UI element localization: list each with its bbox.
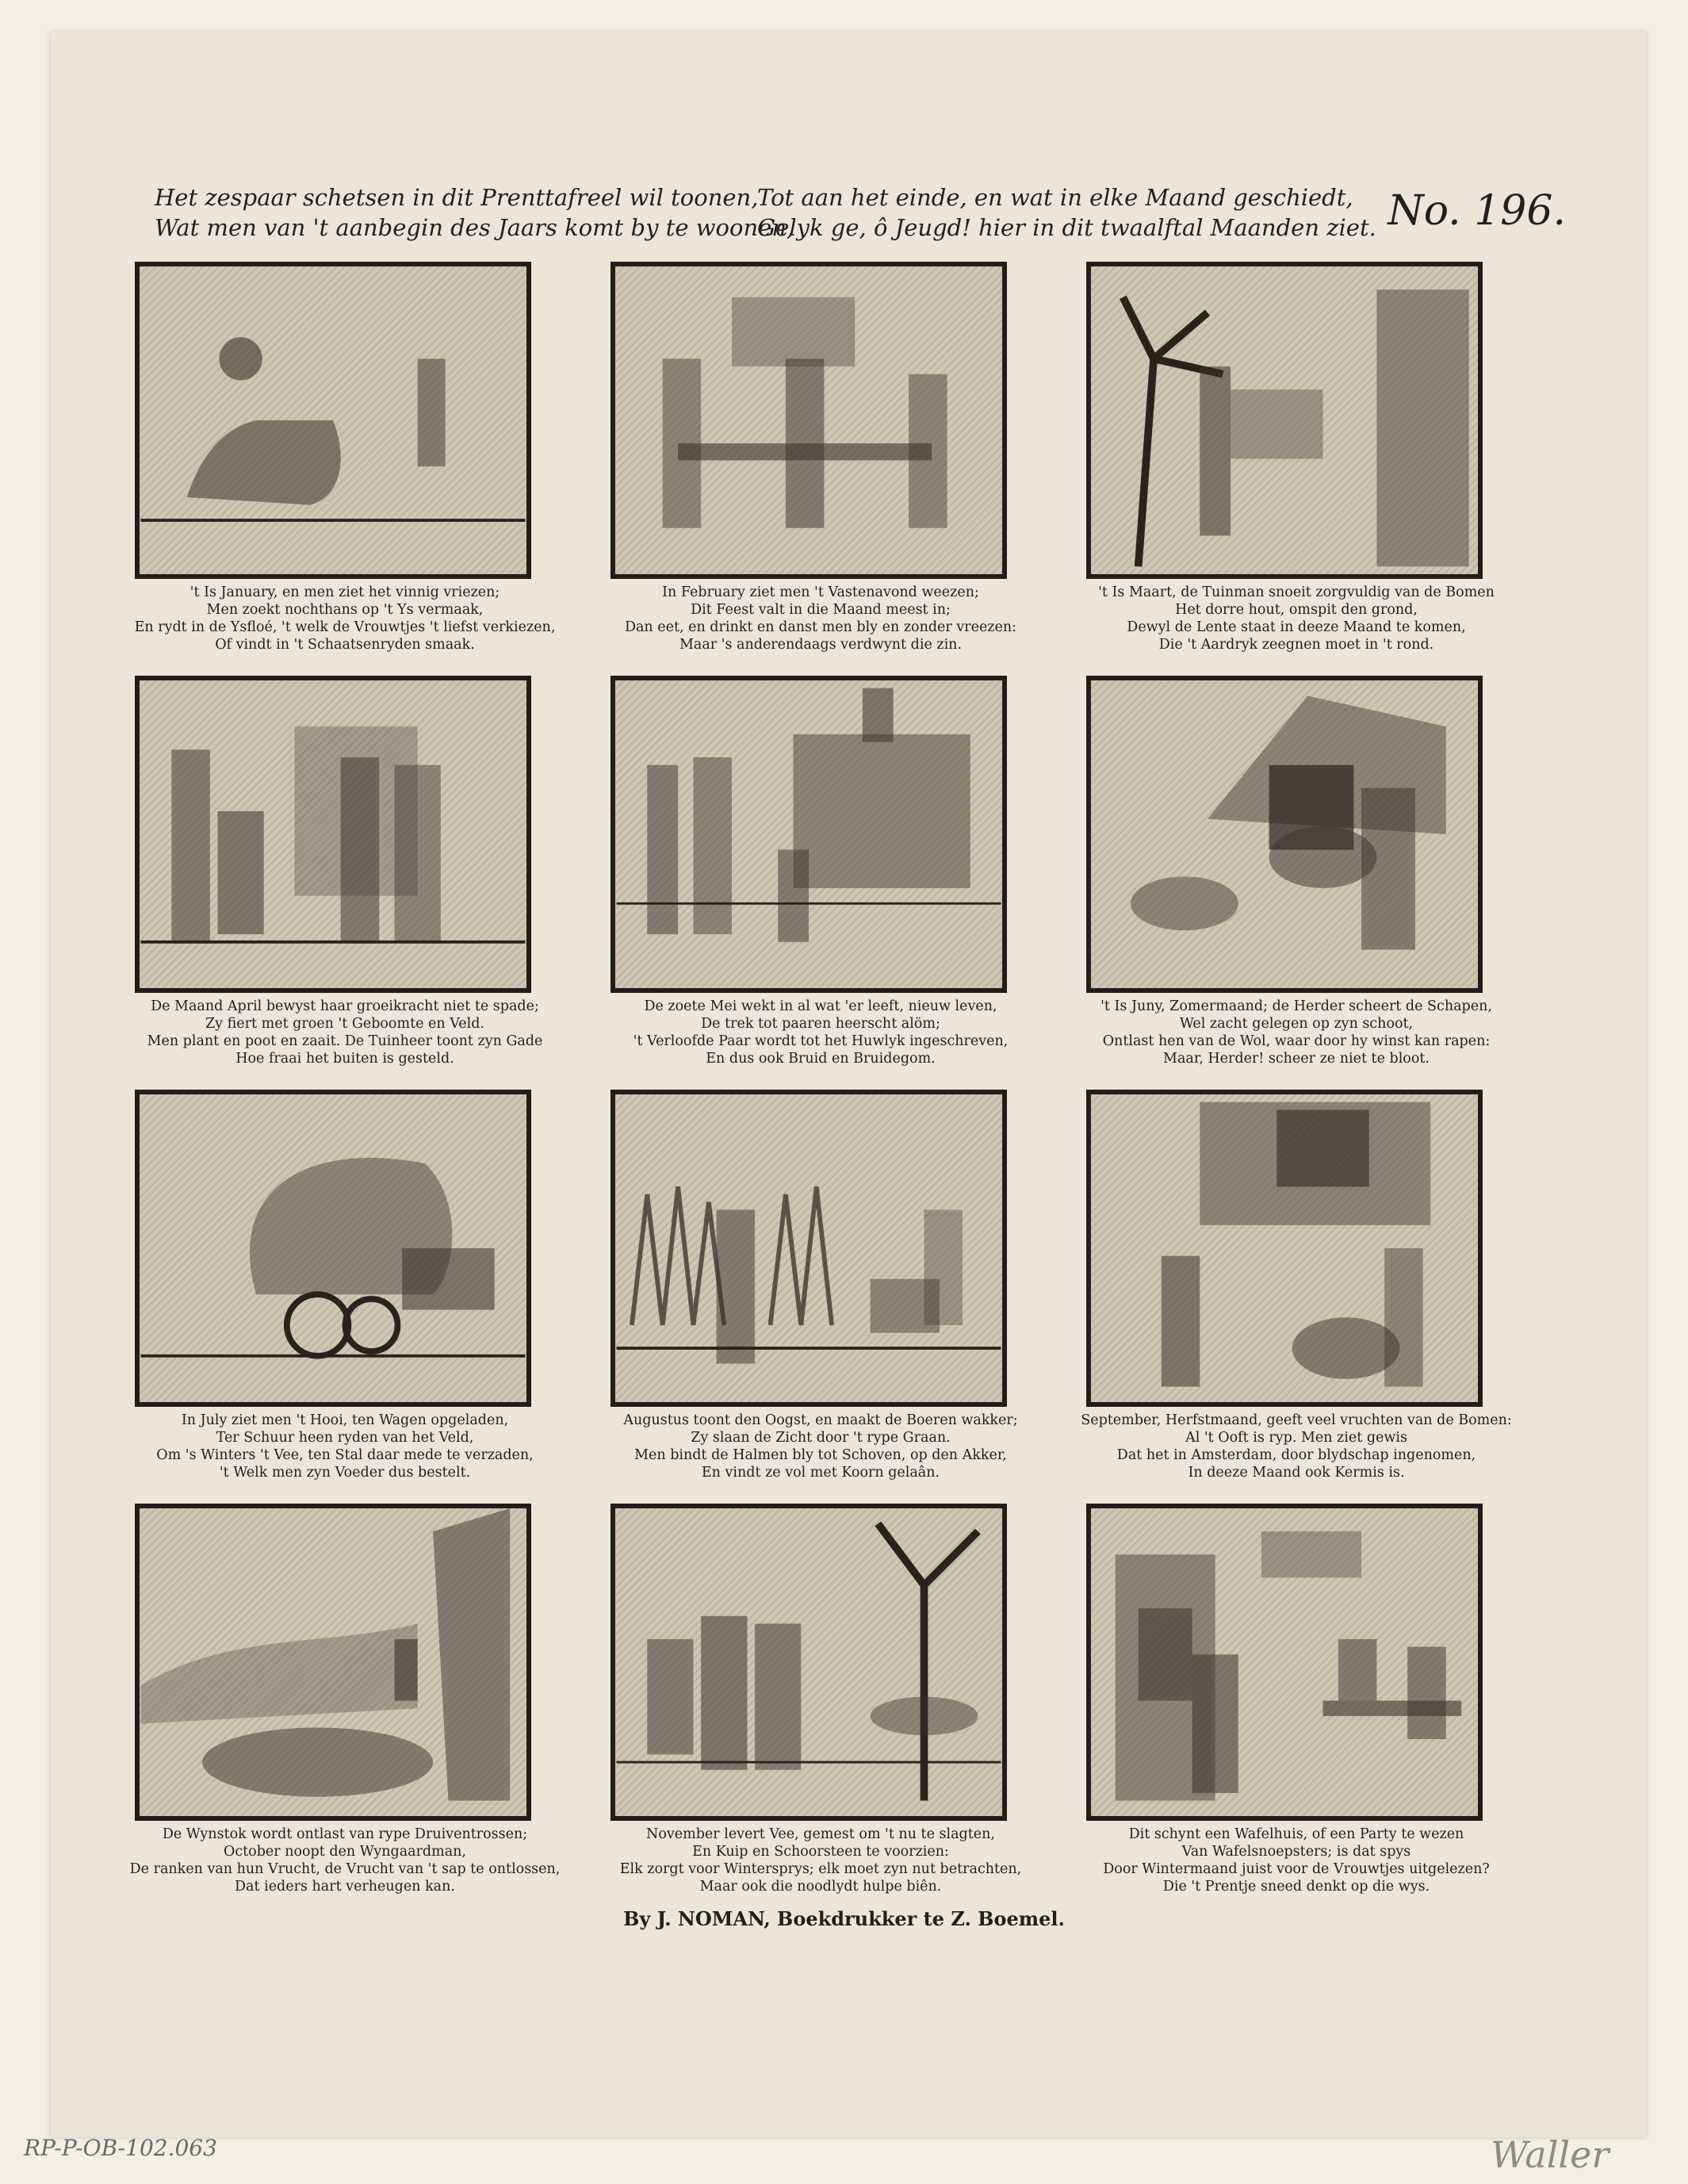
woodcut-january <box>135 262 531 579</box>
caption-july <box>107 1412 583 1481</box>
caption-line: De Maand April bewyst haar groeikracht niet te spade; <box>151 998 539 1014</box>
caption-line: De zoete Mei wekt in al wat 'er leeft, nieuw leven, <box>644 998 997 1014</box>
sheep-icon <box>1091 680 1478 988</box>
caption-line: Zy slaan de Zicht door 't rype Graan. <box>691 1430 951 1446</box>
caption-line: Het dorre hout, omspit den grond, <box>1175 602 1418 618</box>
month-cell-december <box>1058 1496 1534 1910</box>
caption-line: Hoe fraai het buiten is gesteld. <box>235 1051 454 1067</box>
verse-left <box>155 182 794 243</box>
caption-line: Om 's Winters 't Vee, ten Stal daar mede te verzaden, <box>156 1447 534 1463</box>
caption-line: In February ziet men 't Vastenavond weezen; <box>662 584 979 600</box>
woodcut-august <box>611 1090 1007 1407</box>
woodcut-september <box>1086 1090 1483 1407</box>
caption-line: Dit schynt een Wafelhuis, of een Party te wezen <box>1128 1826 1464 1842</box>
sheet-number: No. 196. <box>1388 187 1566 235</box>
woodcut-april <box>135 676 531 993</box>
month-cell-july <box>107 1082 583 1496</box>
woodcut-october <box>135 1504 531 1821</box>
building-icon <box>615 680 1002 988</box>
caption-line: Wel zacht gelegen op zyn schoot, <box>1179 1016 1414 1032</box>
woodcut-march <box>1086 262 1483 579</box>
printer-imprint: By J. NOMAN, Boekdrukker te Z. Boemel. <box>623 1907 1065 1930</box>
woodcut-june <box>1086 676 1483 993</box>
caption-line: In deeze Maand ook Kermis is. <box>1188 1465 1405 1481</box>
caption-line: Augustus toont den Oogst, en maakt de Boeren wakker; <box>623 1412 1018 1428</box>
month-cell-september <box>1058 1082 1534 1496</box>
month-cell-february <box>583 254 1058 668</box>
caption-line: November levert Vee, gemest om 't nu te slagten, <box>646 1826 995 1842</box>
caption-line: En dus ook Bruid en Bruidegom. <box>706 1051 936 1067</box>
woodcut-february <box>611 262 1007 579</box>
month-cell-august <box>583 1082 1058 1496</box>
caption-june <box>1058 998 1534 1067</box>
caption-line: Die 't Prentje sneed denkt op die wys. <box>1162 1879 1430 1895</box>
grapes-icon <box>140 1508 526 1816</box>
woodcut-may <box>611 676 1007 993</box>
caption-line: 't Verloofde Paar wordt tot het Huwlyk ingeschreven, <box>633 1033 1009 1049</box>
verse-line: Tot aan het einde, en wat in elke Maand geschiedt, <box>757 184 1353 211</box>
cattle-icon <box>615 1508 1002 1816</box>
waffle-icon <box>1091 1508 1478 1816</box>
inventory-number: RP-P-OB-102.063 <box>24 2135 217 2161</box>
month-grid <box>107 254 1534 1911</box>
caption-line: Dewyl de Lente staat in deeze Maand te komen, <box>1127 619 1466 635</box>
caption-line: In July ziet men 't Hooi, ten Wagen opgeladen, <box>181 1412 509 1428</box>
caption-line: Zy fiert met groen 't Geboomte en Veld. <box>205 1016 484 1032</box>
caption-line: De ranken van hun Vrucht, de Vrucht van 't sap te ontlossen, <box>129 1861 561 1877</box>
woodcut-december <box>1086 1504 1483 1821</box>
caption-line: Dat het in Amsterdam, door blydschap ingenomen, <box>1116 1447 1476 1463</box>
market-icon <box>1091 1094 1478 1402</box>
caption-november <box>583 1826 1058 1895</box>
caption-line: Ter Schuur heen ryden van het Veld, <box>216 1430 474 1446</box>
month-cell-april <box>107 668 583 1082</box>
caption-line: Men zoekt nochthans op 't Ys vermaak, <box>206 602 484 618</box>
verse-line: Wat men van 't aanbegin des Jaars komt by te woonen, <box>155 214 794 241</box>
woodcut-november <box>611 1504 1007 1821</box>
caption-august <box>583 1412 1058 1481</box>
verse-right <box>757 182 1376 243</box>
caption-line: Al 't Ooft is ryp. Men ziet gewis <box>1185 1430 1407 1446</box>
caption-line: Maar, Herder! scheer ze niet te bloot. <box>1163 1051 1430 1067</box>
corner-handwritten-note: Waller <box>1491 2133 1610 2176</box>
month-cell-november <box>583 1496 1058 1910</box>
wheat-icon <box>615 1094 1002 1402</box>
month-cell-may <box>583 668 1058 1082</box>
caption-line: 't Welk men zyn Voeder dus bestelt. <box>219 1465 471 1481</box>
caption-line: 't Is Juny, Zomermaand; de Herder scheert de Schapen, <box>1100 998 1492 1014</box>
month-cell-march <box>1058 254 1534 668</box>
caption-february <box>583 584 1058 653</box>
sprout-icon <box>140 680 526 988</box>
caption-line: Dan eet, en drinkt en danst men bly en zonder vreezen: <box>624 619 1017 635</box>
haywagon-icon <box>140 1094 526 1402</box>
caption-line: Die 't Aardryk zeegnen moet in 't rond. <box>1158 637 1434 653</box>
caption-april <box>107 998 583 1067</box>
caption-line: En Kuip en Schoorsteen te voorzien: <box>692 1844 949 1860</box>
caption-line: September, Herfstmaand, geeft veel vruchten van de Bomen: <box>1081 1412 1512 1428</box>
caption-september <box>1058 1412 1534 1481</box>
verse-line: Gelyk ge, ô Jeugd! hier in dit twaalftal Maanden ziet. <box>757 214 1376 241</box>
month-cell-june <box>1058 668 1534 1082</box>
caption-line: 't Is Maart, de Tuinman snoeit zorgvuldig van de Bomen <box>1098 584 1495 600</box>
caption-october <box>107 1826 583 1895</box>
caption-march <box>1058 584 1534 653</box>
caption-line: De Wynstok wordt ontlast van rype Druiventrossen; <box>162 1826 528 1842</box>
caption-line: Ontlast hen van de Wol, waar door hy winst kan rapen: <box>1102 1033 1491 1049</box>
caption-line: En vindt ze vol met Koorn gelaân. <box>701 1465 940 1481</box>
woodcut-july <box>135 1090 531 1407</box>
caption-line: Maar ook die noodlydt hulpe biên. <box>699 1879 942 1895</box>
caption-line: Door Wintermaand juist voor de Vrouwtjes uitgelezen? <box>1103 1861 1490 1877</box>
month-cell-october <box>107 1496 583 1910</box>
caption-line: Dat ieders hart verheugen kan. <box>235 1879 455 1895</box>
caption-may <box>583 998 1058 1067</box>
caption-line: Maar 's anderendaags verdwynt die zin. <box>679 637 963 653</box>
caption-line: Van Wafelsnoepsters; is dat spys <box>1181 1844 1411 1860</box>
tree-icon <box>1091 266 1478 574</box>
caption-line: Men plant en poot en zaait. De Tuinheer toont zyn Gade <box>147 1033 543 1049</box>
caption-line: De trek tot paaren heerscht alöm; <box>701 1016 940 1032</box>
caption-january <box>107 584 583 653</box>
table-icon <box>615 266 1002 574</box>
sleigh-icon <box>140 266 526 574</box>
verse-line: Het zespaar schetsen in dit Prenttafreel wil toonen, <box>155 184 759 211</box>
caption-line: 't Is January, en men ziet het vinnig vriezen; <box>189 584 500 600</box>
month-cell-january <box>107 254 583 668</box>
caption-line: Dit Feest valt in die Maand meest in; <box>691 602 951 618</box>
caption-line: En rydt in de Ysfloé, 't welk de Vrouwtjes 't liefst verkiezen, <box>134 619 556 635</box>
caption-line: Men bindt de Halmen bly tot Schoven, op den Akker, <box>634 1447 1007 1463</box>
caption-line: October noopt den Wyngaardman, <box>224 1844 466 1860</box>
caption-line: Of vindt in 't Schaatsenryden smaak. <box>215 637 475 653</box>
caption-line: Elk zorgt voor Wintersprys; elk moet zyn nut betrachten, <box>619 1861 1022 1877</box>
caption-december <box>1058 1826 1534 1895</box>
